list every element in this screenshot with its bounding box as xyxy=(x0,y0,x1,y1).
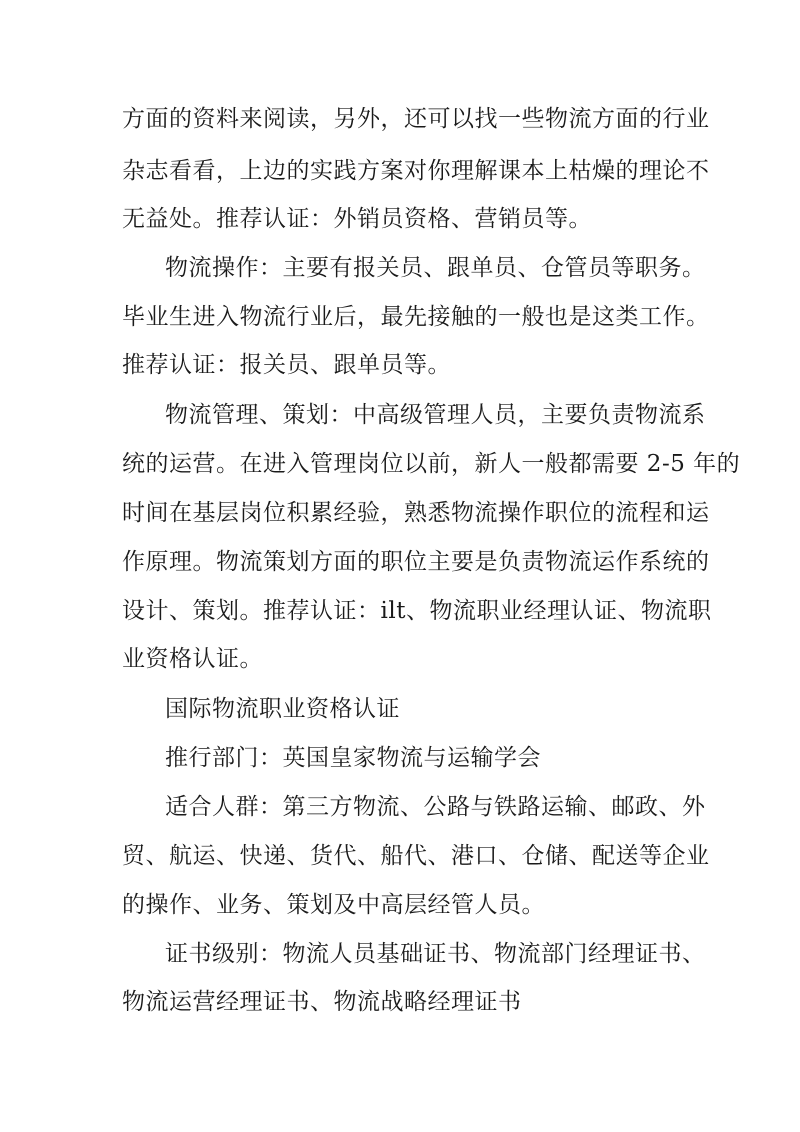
paragraph-line: 无益处。推荐认证：外销员资格、营销员等。 xyxy=(122,206,592,232)
paragraph-line: 业资格认证。 xyxy=(122,646,263,672)
paragraph-line: 适合人群：第三方物流、公路与铁路运输、邮政、外 xyxy=(165,794,706,820)
paragraph-line: 时间在基层岗位积累经验，熟悉物流操作职位的流程和运 xyxy=(122,500,710,526)
paragraph-line: 推荐认证：报关员、跟单员等。 xyxy=(122,352,451,378)
paragraph-line: 统的运营。在进入管理岗位以前，新人一般都需要 2-5 年的 xyxy=(122,451,741,477)
section-heading: 国际物流职业资格认证 xyxy=(165,696,400,722)
paragraph-line: 毕业生进入物流行业后，最先接触的一般也是这类工作。 xyxy=(122,304,710,330)
paragraph-line: 推行部门：英国皇家物流与运输学会 xyxy=(165,745,541,771)
paragraph-line: 物流操作：主要有报关员、跟单员、仓管员等职务。 xyxy=(165,255,706,281)
paragraph-line: 杂志看看，上边的实践方案对你理解课本上枯燥的理论不 xyxy=(122,158,710,184)
paragraph-line: 物流管理、策划：中高级管理人员，主要负责物流系 xyxy=(165,402,706,428)
paragraph-line: 设计、策划。推荐认证：ilt、物流职业经理认证、物流职 xyxy=(122,598,712,624)
paragraph-line: 方面的资料来阅读，另外，还可以找一些物流方面的行业 xyxy=(122,106,710,132)
paragraph-line: 的操作、业务、策划及中高层经管人员。 xyxy=(122,892,545,918)
paragraph-line: 作原理。物流策划方面的职位主要是负责物流运作系统的 xyxy=(122,549,710,575)
paragraph-line: 证书级别：物流人员基础证书、物流部门经理证书、 xyxy=(165,941,706,967)
paragraph-line: 物流运营经理证书、物流战略经理证书 xyxy=(122,989,522,1015)
paragraph-line: 贸、航运、快递、货代、船代、港口、仓储、配送等企业 xyxy=(122,843,710,869)
